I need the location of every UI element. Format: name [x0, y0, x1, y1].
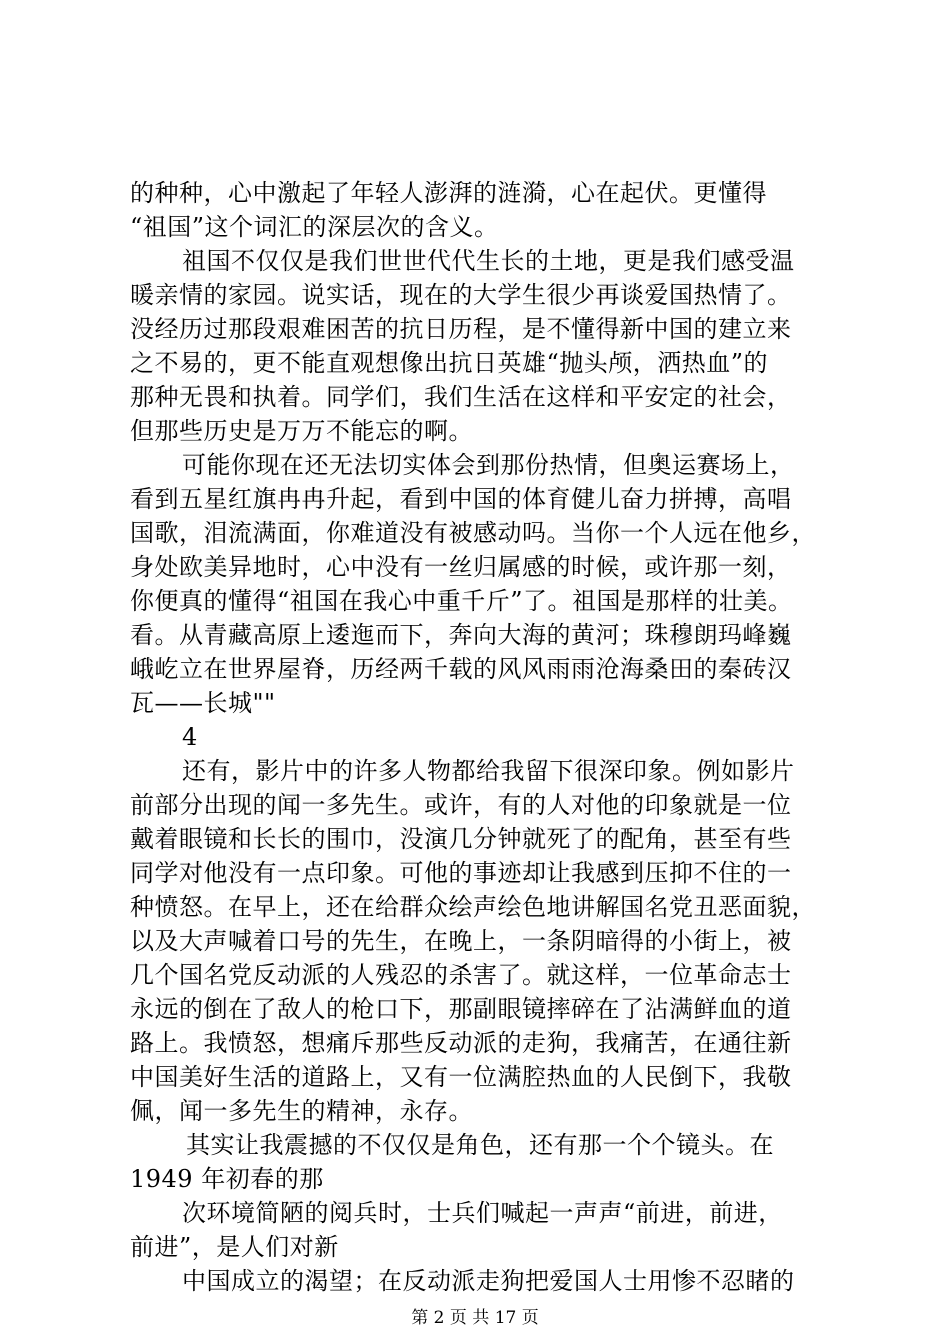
text-line: 佩，闻一多先生的精神，永存。 [130, 1097, 473, 1125]
text-line: 1949 年初春的那 [130, 1165, 324, 1193]
text-line: 峨屹立在世界屋脊，历经两千载的风风雨雨沧海桑田的秦砖汉 [130, 655, 792, 683]
text-line: “祖国”这个词汇的深层次的含义。 [130, 213, 499, 241]
text-line: 永远的倒在了敌人的枪口下，那副眼镜摔碎在了沾满鲜血的道 [130, 995, 792, 1023]
text-line: 你便真的懂得“祖国在我心中重千斤”了。祖国是那样的壮美。 [130, 587, 793, 615]
text-line: 次环境简陋的阅兵时，士兵们喊起一声声“前进，前进， [182, 1199, 783, 1227]
text-line: 那种无畏和执着。同学们，我们生活在这样和平安定的社会， [130, 383, 792, 411]
text-line: 还有，影片中的许多人物都给我留下很深印象。例如影片 [182, 757, 795, 785]
text-line: 中国成立的渴望；在反动派走狗把爱国人士用惨不忍睹的 [182, 1267, 795, 1295]
text-line: 祖国不仅仅是我们世世代代生长的土地，更是我们感受温 [182, 247, 795, 275]
text-line: 种愤怒。在早上，还在给群众绘声绘色地讲解国名党丑恶面貌， [130, 893, 816, 921]
text-line: 戴着眼镜和长长的围巾，没演几分钟就死了的配角，甚至有些 [130, 825, 792, 853]
text-line: 中国美好生活的道路上，又有一位满腔热血的人民倒下，我敬 [130, 1063, 792, 1091]
page-footer: 第 2 页 共 17 页 [411, 1308, 539, 1328]
text-line: 暖亲情的家园。说实话，现在的大学生很少再谈爱国热情了。 [130, 281, 792, 309]
text-line: 路上。我愤怒，想痛斥那些反动派的走狗，我痛苦，在通往新 [130, 1029, 792, 1057]
text-line: 没经历过那段艰难困苦的抗日历程，是不懂得新中国的建立来 [130, 315, 792, 343]
text-line: 身处欧美异地时，心中没有一丝归属感的时候，或许那一刻， [130, 553, 792, 581]
text-line: 看到五星红旗冉冉升起，看到中国的体育健儿奋力拼搏，高唱 [130, 485, 792, 513]
text-line: 国歌，泪流满面，你难道没有被感动吗。当你一个人远在他乡， [130, 519, 816, 547]
text-line: 瓦——长城"" [130, 689, 276, 717]
text-line: 看。从青藏高原上逶迤而下，奔向大海的黄河；珠穆朗玛峰巍 [130, 621, 792, 649]
text-line: 可能你现在还无法切实体会到那份热情，但奥运赛场上， [182, 451, 795, 479]
text-line: 前进”，是人们对新 [130, 1233, 339, 1261]
text-line: 几个国名党反动派的人残忍的杀害了。就这样，一位革命志士 [130, 961, 792, 989]
text-line: 但那些历史是万万不能忘的啊。 [130, 417, 473, 445]
text-line: 的种种，心中激起了年轻人澎湃的涟漪，心在起伏。更懂得 [130, 179, 767, 207]
text-line: 以及大声喊着口号的先生，在晚上，一条阴暗得的小街上，被 [130, 927, 792, 955]
text-line: 同学对他没有一点印象。可他的事迹却让我感到压抑不住的一 [130, 859, 792, 887]
text-line: 4 [182, 723, 198, 751]
text-line: 其实让我震撼的不仅仅是角色，还有那一个个镜头。在 [186, 1131, 774, 1159]
text-line: 前部分出现的闻一多先生。或许，有的人对他的印象就是一位 [130, 791, 792, 819]
text-line: 之不易的，更不能直观想像出抗日英雄“抛头颅，洒热血”的 [130, 349, 769, 377]
